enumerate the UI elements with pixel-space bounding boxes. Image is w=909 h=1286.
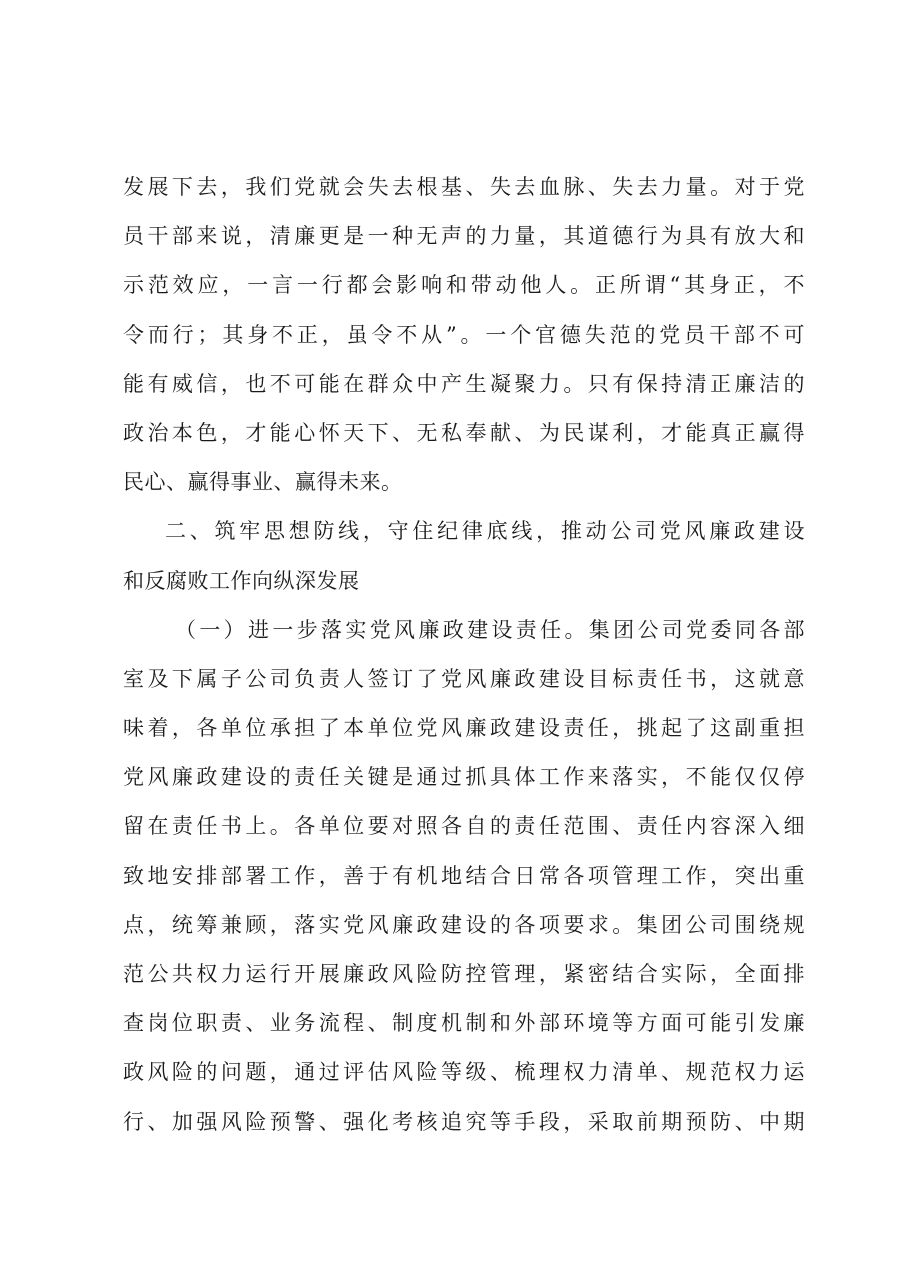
text-line: 发展下去，我们党就会失去根基、失去血脉、失去力量。对于党 — [123, 175, 805, 199]
text-line: 点，统筹兼顾，落实党风廉政建设的各项要求。集团公司围绕规 — [123, 912, 805, 937]
text-line: 示范效应，一言一行都会影响和带动他人。正所谓“其身正，不 — [123, 273, 805, 298]
text-line: 令而行；其身不正，虽令不从”。一个官德失范的党员干部不可 — [123, 322, 805, 347]
document-body — [123, 163, 805, 1147]
text-line: 政治本色，才能心怀天下、无私奉献、为民谋利，才能真正赢得 — [123, 420, 805, 445]
text-line: 二、筑牢思想防线，守住纪律底线，推动公司党风廉政建设 — [165, 519, 805, 544]
paragraph-3 — [123, 606, 805, 1147]
text-line: 政风险的问题，通过评估风险等级、梳理权力清单、规范权力运 — [123, 1060, 805, 1085]
text-line: 能有威信，也不可能在群众中产生凝聚力。只有保持清正廉洁的 — [123, 371, 805, 396]
text-line: 室及下属子公司负责人签订了党风廉政建设目标责任书，这就意 — [123, 666, 805, 691]
text-line: 致地安排部署工作，善于有机地结合日常各项管理工作，突出重 — [123, 863, 805, 888]
text-line: 留在责任书上。各单位要对照各自的责任范围、责任内容深入细 — [123, 814, 805, 839]
text-line: 员干部来说，清廉更是一种无声的力量，其道德行为具有放大和 — [123, 224, 805, 249]
section-heading — [123, 507, 805, 605]
text-line: （一）进一步落实党风廉政建设责任。集团公司党委同各部 — [175, 617, 805, 642]
text-line: 查岗位职责、业务流程、制度机制和外部环境等方面可能引发廉 — [123, 1011, 805, 1036]
text-line: 范公共权力运行开展廉政风险防控管理，紧密结合实际，全面排 — [123, 962, 805, 986]
paragraph-1 — [123, 163, 805, 507]
text-line: 民心、赢得事业、赢得未来。 — [123, 470, 403, 495]
text-line: 和反腐败工作向纵深发展 — [123, 568, 360, 593]
text-line: 党风廉政建设的责任关键是通过抓具体工作来落实，不能仅仅停 — [123, 765, 805, 790]
text-line: 味着，各单位承担了本单位党风廉政建设责任，挑起了这副重担 — [123, 716, 805, 741]
text-line: 行、加强风险预警、强化考核追究等手段，采取前期预防、中期 — [123, 1109, 805, 1134]
